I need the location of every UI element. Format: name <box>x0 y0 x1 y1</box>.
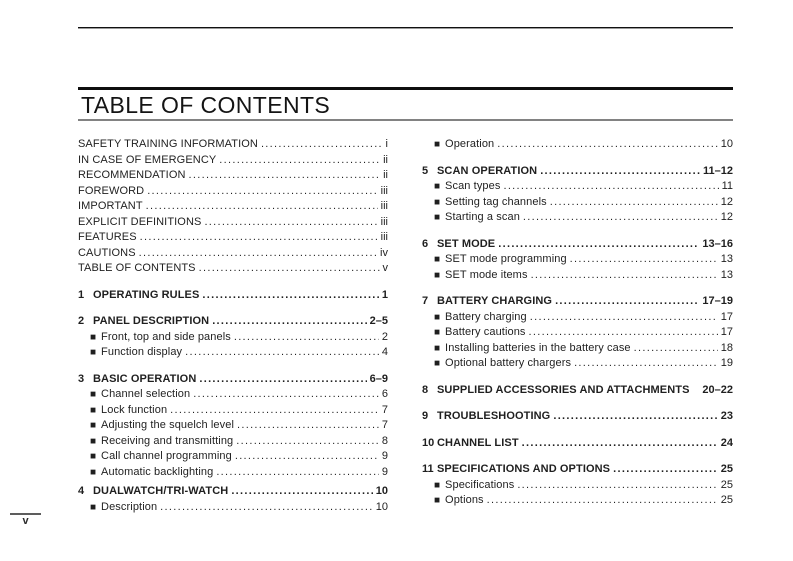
toc-entry-label: FOREWORD <box>78 184 145 197</box>
dot-leader <box>522 436 718 452</box>
dot-leader <box>487 493 718 509</box>
toc-entry-page: i <box>385 138 388 150</box>
section-number: 5 <box>422 164 429 177</box>
bullet-square-icon: ■ <box>90 404 97 416</box>
toc-entry-page: 9 <box>381 450 388 462</box>
section-number: 2 <box>78 315 85 327</box>
dot-leader <box>503 179 718 195</box>
toc-entry-page: 8 <box>381 434 388 447</box>
toc-entry-label: SUPPLIED ACCESSORIES AND ATTACHMENTS <box>437 383 690 396</box>
toc-entry-label: SET mode programming <box>445 253 567 265</box>
toc-entry-page: iii <box>380 215 388 228</box>
toc-row <box>78 215 388 231</box>
toc-entry-page: 17 <box>720 326 733 338</box>
toc-entry-page: iv <box>380 246 388 259</box>
bullet-square-icon: ■ <box>434 139 441 150</box>
toc-row <box>422 409 733 425</box>
dot-leader <box>574 356 718 372</box>
toc-entry-page: 11 <box>721 180 733 192</box>
dot-leader <box>550 195 718 211</box>
toc-entry-label: SCAN OPERATION <box>437 164 538 177</box>
toc-column-right <box>422 137 733 509</box>
toc-entry-label: Call channel programming <box>101 450 232 462</box>
toc-entry-label: FEATURES <box>78 231 137 243</box>
toc-row <box>422 210 733 226</box>
dot-leader <box>140 230 378 246</box>
dot-leader <box>185 345 379 361</box>
toc-entry-page: 19 <box>720 357 733 369</box>
toc-entry-label: DUALWATCH/TRI-WATCH <box>93 485 229 497</box>
toc-entry-label: TROUBLESHOOTING <box>437 410 551 422</box>
bullet-square-icon: ■ <box>90 435 97 447</box>
toc-row <box>78 418 388 434</box>
dot-leader <box>236 434 379 450</box>
toc-row <box>78 372 388 388</box>
toc-row <box>422 268 733 284</box>
toc-entry-label: Adjusting the squelch level <box>101 419 234 431</box>
toc-row <box>78 168 388 184</box>
page-number: v <box>22 515 29 527</box>
toc-entry-page: 18 <box>720 341 733 354</box>
toc-entry-page: 13 <box>720 253 733 265</box>
toc-entry-label: SET mode items <box>445 268 528 281</box>
toc-entry-label: BATTERY CHARGING <box>437 295 553 307</box>
dot-leader <box>553 409 717 425</box>
bullet-square-icon: ■ <box>434 327 441 338</box>
toc-row <box>78 261 388 277</box>
toc-entry-page: 6 <box>381 388 388 400</box>
dot-leader <box>212 314 366 330</box>
toc-entry-label: Specifications <box>445 478 515 491</box>
dot-leader <box>146 199 378 215</box>
toc-row <box>422 325 733 341</box>
bullet-square-icon: ■ <box>434 269 441 281</box>
dot-leader <box>261 137 383 153</box>
toc-row <box>78 434 388 450</box>
bullet-square-icon: ■ <box>434 254 441 265</box>
toc-entry-label: Receiving and transmitting <box>101 434 234 447</box>
bullet-square-icon: ■ <box>434 479 441 491</box>
toc-entry-page: 20–22 <box>702 383 733 396</box>
section-number: 6 <box>422 237 429 250</box>
toc-entry-page: 25 <box>720 478 733 491</box>
bullet-square-icon: ■ <box>90 420 97 431</box>
toc-entry-label: EXPLICIT DEFINITIONS <box>78 215 202 228</box>
toc-entry-label: SAFETY TRAINING INFORMATION <box>78 138 258 150</box>
dot-leader <box>529 325 718 341</box>
toc-entry-page: 24 <box>720 436 733 449</box>
toc-row <box>422 164 733 180</box>
toc-row <box>422 356 733 372</box>
toc-entry-page: 2–5 <box>369 315 388 327</box>
toc-header <box>78 87 733 121</box>
toc-row <box>78 449 388 465</box>
bullet-square-icon: ■ <box>434 342 441 354</box>
toc-entry-label: Starting a scan <box>445 211 520 223</box>
toc-entry-page: 25 <box>720 494 733 506</box>
dot-leader <box>199 372 366 388</box>
toc-entry-page: 2 <box>381 330 388 343</box>
toc-row <box>422 478 733 494</box>
toc-entry-page: 10 <box>375 485 388 497</box>
toc-row <box>78 230 388 246</box>
toc-entry-label: IN CASE OF EMERGENCY <box>78 153 217 166</box>
dot-leader <box>139 246 377 262</box>
toc-entry-page: 12 <box>720 195 733 208</box>
toc-entry-label: CAUTIONS <box>78 246 136 259</box>
toc-entry-label: Setting tag channels <box>445 195 547 208</box>
toc-entry-label: Operation <box>445 138 495 150</box>
dot-leader <box>170 403 379 419</box>
page-top-rule <box>78 27 733 29</box>
dot-leader <box>530 310 718 326</box>
toc-entry-label: CHANNEL LIST <box>437 436 519 449</box>
toc-entry-page: 4 <box>381 346 388 358</box>
toc-entry-page: 9 <box>381 465 388 478</box>
toc-row <box>78 330 388 346</box>
toc-row <box>422 237 733 253</box>
toc-entry-page: 17 <box>720 310 733 323</box>
toc-row <box>78 288 388 304</box>
toc-row <box>78 246 388 262</box>
dot-leader <box>517 478 717 494</box>
section-number: 7 <box>422 295 429 307</box>
bullet-square-icon: ■ <box>434 196 441 208</box>
title-bottom-rule <box>78 119 733 121</box>
toc-row <box>422 436 733 452</box>
bullet-square-icon: ■ <box>90 466 97 478</box>
toc-entry-label: Automatic backlighting <box>101 465 214 478</box>
toc-row <box>422 137 733 153</box>
toc-entry-page: iii <box>380 231 388 243</box>
toc-row <box>422 195 733 211</box>
toc-entry-label: Scan types <box>445 180 501 192</box>
section-number: 11 <box>422 463 434 475</box>
section-number: 9 <box>422 410 429 422</box>
toc-entry-label: TABLE OF CONTENTS <box>78 262 196 274</box>
toc-row <box>78 484 388 500</box>
toc-entry-page: 6–9 <box>369 372 388 385</box>
bullet-square-icon: ■ <box>90 501 97 513</box>
toc-row <box>422 179 733 195</box>
toc-row <box>422 383 733 399</box>
toc-entry-page: 17–19 <box>702 295 733 307</box>
toc-entry-label: Battery charging <box>445 310 527 323</box>
toc-entry-label: BASIC OPERATION <box>93 372 197 385</box>
dot-leader <box>189 168 381 184</box>
toc-entry-page: ii <box>383 169 388 181</box>
dot-leader <box>219 153 380 169</box>
toc-entry-page: v <box>382 262 388 274</box>
bullet-square-icon: ■ <box>434 311 441 323</box>
dot-leader <box>523 210 718 226</box>
toc-row <box>78 199 388 215</box>
dot-leader <box>234 330 379 346</box>
toc-entry-page: 11–12 <box>703 164 733 177</box>
section-number: 8 <box>422 383 429 396</box>
dot-leader <box>202 288 378 304</box>
section-number: 10 <box>422 436 435 449</box>
toc-entry-page: 7 <box>381 403 388 416</box>
toc-row <box>78 345 388 361</box>
section-number: 3 <box>78 372 85 385</box>
toc-entry-label: Battery cautions <box>445 326 526 338</box>
dot-leader <box>204 215 377 231</box>
bullet-square-icon: ■ <box>434 181 441 192</box>
bullet-square-icon: ■ <box>90 331 97 343</box>
toc-entry-page: 23 <box>720 410 733 422</box>
toc-entry-label: Lock function <box>101 403 168 416</box>
toc-entry-page: 7 <box>381 419 388 431</box>
toc-row <box>78 387 388 403</box>
toc-row <box>422 493 733 509</box>
dot-leader <box>540 164 700 180</box>
toc-row <box>78 465 388 481</box>
toc-row <box>422 294 733 310</box>
toc-entry-page: ii <box>383 153 388 166</box>
toc-row <box>78 184 388 200</box>
dot-leader <box>216 465 379 481</box>
toc-entry-label: SET MODE <box>437 237 496 250</box>
toc-row <box>78 500 388 516</box>
dot-leader <box>531 268 718 284</box>
dot-leader <box>231 484 372 500</box>
bullet-square-icon: ■ <box>90 347 97 358</box>
toc-entry-page: iii <box>380 200 388 212</box>
toc-row <box>422 341 733 357</box>
toc-entry-page: 10 <box>375 500 388 513</box>
toc-entry-label: OPERATING RULES <box>93 288 200 301</box>
toc-entry-label: Front, top and side panels <box>101 330 231 343</box>
dot-leader <box>237 418 379 434</box>
toc-entry-label: Options <box>445 494 484 506</box>
page-title: TABLE OF CONTENTS <box>81 92 331 118</box>
toc-entry-page: iii <box>380 184 388 197</box>
toc-row <box>78 314 388 330</box>
toc-entry-label: Description <box>101 500 158 513</box>
toc-entry-page: 12 <box>720 211 733 223</box>
dot-leader <box>160 500 373 516</box>
toc-entry-label: Optional battery chargers <box>445 357 572 369</box>
bullet-square-icon: ■ <box>434 212 441 223</box>
toc-row <box>78 137 388 153</box>
dot-leader <box>613 462 718 478</box>
toc-row <box>422 310 733 326</box>
section-number: 4 <box>78 485 85 497</box>
toc-entry-page: 25 <box>720 463 733 475</box>
toc-row <box>422 462 733 478</box>
dot-leader <box>555 294 699 310</box>
dot-leader <box>570 252 718 268</box>
toc-entry-page: 1 <box>381 288 388 301</box>
toc-entry-page: 10 <box>720 138 733 150</box>
dot-leader <box>193 387 379 403</box>
toc-entry-page: 13–16 <box>702 237 733 250</box>
toc-row <box>78 403 388 419</box>
dot-leader <box>634 341 718 357</box>
toc-entry-label: PANEL DESCRIPTION <box>93 315 210 327</box>
dot-leader <box>199 261 380 277</box>
toc-row <box>78 153 388 169</box>
toc-entry-label: Installing batteries in the battery case <box>445 341 631 354</box>
bullet-square-icon: ■ <box>434 495 441 506</box>
bullet-square-icon: ■ <box>90 389 97 400</box>
toc-entry-label: IMPORTANT <box>78 200 143 212</box>
bullet-square-icon: ■ <box>434 358 441 369</box>
toc-entry-label: Function display <box>101 346 183 358</box>
bullet-square-icon: ■ <box>90 451 97 462</box>
toc-column-left <box>78 137 388 515</box>
dot-leader <box>498 237 699 253</box>
dot-leader <box>235 449 379 465</box>
toc-entry-label: RECOMMENDATION <box>78 169 186 181</box>
dot-leader <box>497 137 717 153</box>
toc-entry-label: SPECIFICATIONS AND OPTIONS <box>437 463 611 475</box>
toc-entry-page: 13 <box>720 268 733 281</box>
dot-leader <box>147 184 377 200</box>
toc-row <box>422 252 733 268</box>
toc-entry-label: Channel selection <box>101 388 191 400</box>
section-number: 1 <box>78 288 85 301</box>
